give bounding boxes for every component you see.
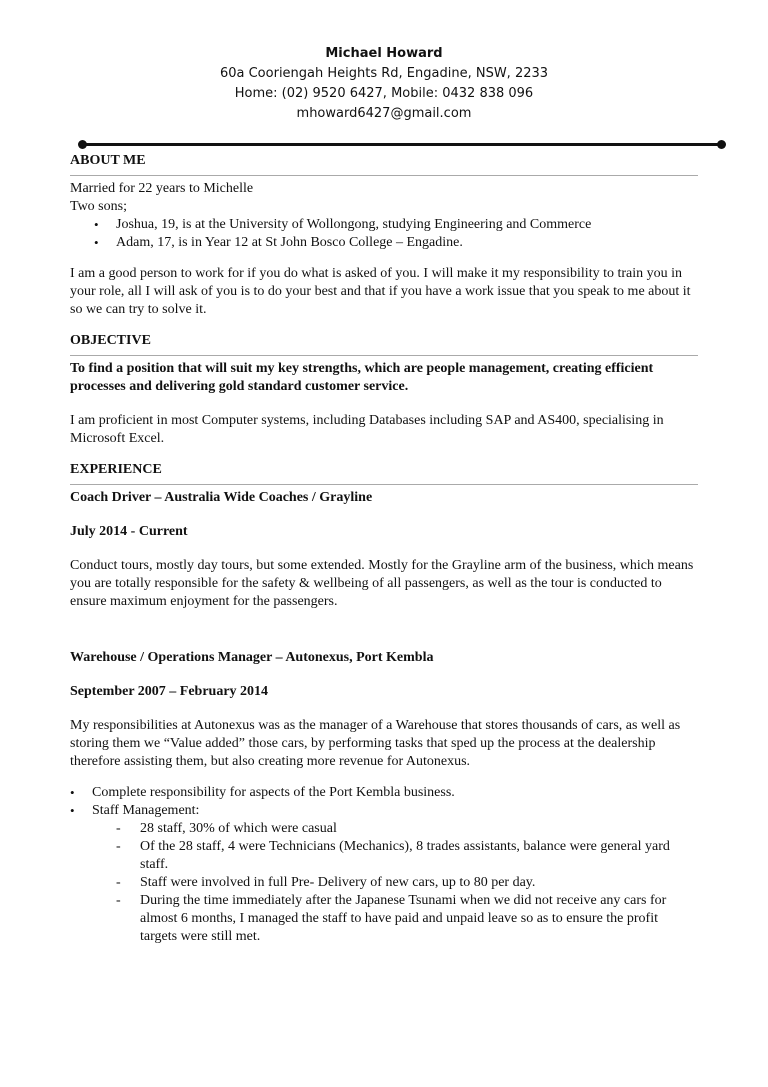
about-line-2: Two sons; — [70, 199, 127, 214]
staff-management-list — [70, 820, 698, 946]
list-item: • Joshua, 19, is at the University of Wollongong, studying Engineering and Commerce — [94, 216, 698, 234]
objective-statement: To find a position that will suit my key strengths, which are people management, creating efficient processes and delivering gold standard customer service. — [70, 361, 654, 394]
header-divider — [82, 143, 722, 146]
sons-list — [70, 216, 698, 252]
objective-title: OBJECTIVE — [70, 333, 151, 348]
about-section — [70, 152, 698, 319]
objective-section — [70, 332, 698, 448]
list-item: • Adam, 17, is in Year 12 at St John Bosco College – Engadine. — [94, 234, 698, 252]
list-item: - 28 staff, 30% of which were casual — [116, 820, 698, 838]
section-divider — [70, 484, 698, 485]
address: 60a Cooriengah Heights Rd, Engadine, NSW, 2233 — [219, 66, 549, 81]
about-title: ABOUT ME — [70, 153, 146, 168]
list-item: - During the time immediately after the Japanese Tsunami when we did not receive any cars for almost 6 months, I managed the staff to have paid and unpaid leave so as to ensure the profit targets were still met. — [116, 892, 698, 946]
applicant-name: Michael Howard — [325, 46, 443, 61]
contact-header — [0, 44, 768, 124]
section-divider — [70, 175, 698, 176]
job-title: Warehouse / Operations Manager – Autonexus, Port Kembla — [70, 650, 434, 665]
list-item: • Staff Management: — [70, 802, 698, 820]
email: mhoward6427@gmail.com — [296, 106, 472, 121]
phone-numbers: Home: (02) 9520 6427, Mobile: 0432 838 096 — [234, 86, 534, 101]
job-description: Conduct tours, mostly day tours, but some extended. Mostly for the Grayline arm of the business, which means you are totally responsible for the safety & wellbeing of all passengers, as well as the tour is conducted to ensure maximum enjoyment for the passengers. — [70, 558, 694, 609]
responsibility-list — [70, 784, 698, 820]
section-divider — [70, 355, 698, 356]
job-title: Coach Driver – Australia Wide Coaches / Grayline — [70, 490, 373, 505]
skills-paragraph: I am proficient in most Computer systems, including Databases including SAP and AS400, specialising in Microsoft Excel. — [70, 413, 664, 446]
about-line-1: Married for 22 years to Michelle — [70, 181, 254, 196]
job-description: My responsibilities at Autonexus was as the manager of a Warehouse that stores thousands of cars, as well as storing them we “Value added” those cars, by performing tasks that sped up the process at the dealership therefore assisting them, but also creating more revenue for Autonexus. — [70, 718, 681, 769]
about-paragraph: I am a good person to work for if you do what is asked of you. I will make it my responsibility to train you in your role, all I will ask of you is to do your best and that if you have a work issue that you speak to me about it so we can try to solve it. — [70, 266, 691, 317]
rule-end-dot-right — [717, 140, 726, 149]
list-item: - Of the 28 staff, 4 were Technicians (Mechanics), 8 trades assistants, balance were general yard staff. — [116, 838, 698, 874]
job-period: September 2007 – February 2014 — [70, 684, 269, 699]
resume-body — [70, 152, 698, 946]
experience-section — [70, 461, 698, 946]
experience-title: EXPERIENCE — [70, 462, 162, 477]
list-item: - Staff were involved in full Pre- Delivery of new cars, up to 80 per day. — [116, 874, 698, 892]
job-period: July 2014 - Current — [70, 524, 188, 539]
list-item: • Complete responsibility for aspects of the Port Kembla business. — [70, 784, 698, 802]
